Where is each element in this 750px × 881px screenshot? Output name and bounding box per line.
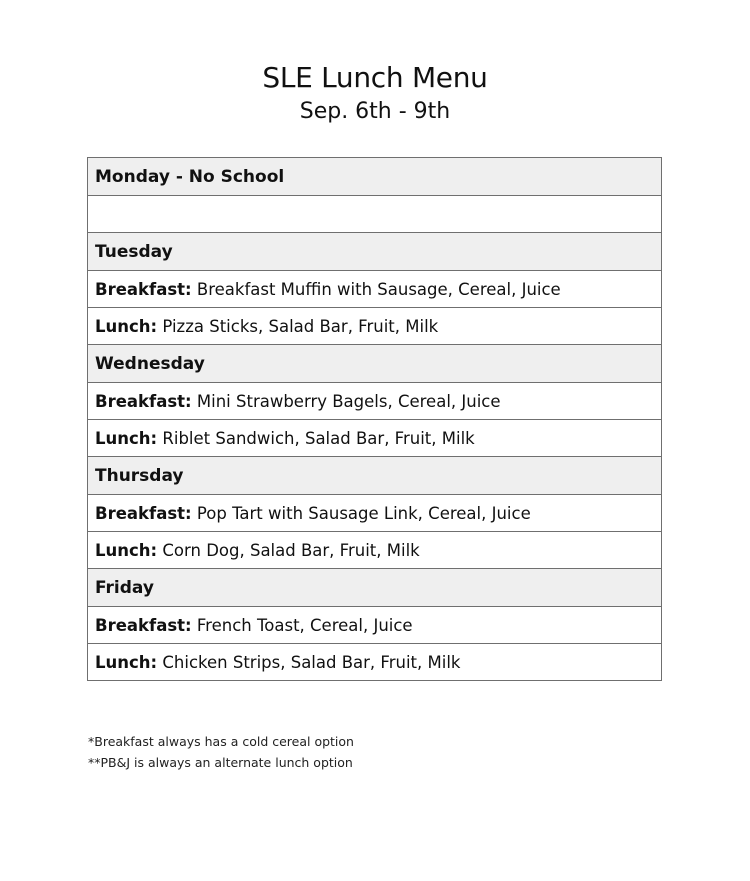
lunch-row [88,532,662,569]
footnote-lunch: **PB&J is always an alternate lunch option [88,755,353,770]
meal-items: Pizza Sticks, Salad Bar, Fruit, Milk [162,316,439,336]
breakfast-cell [88,271,662,308]
breakfast-row [88,271,662,308]
breakfast-row [88,607,662,644]
meal-label: Lunch: [95,652,158,672]
footnotes [88,731,354,773]
meal-label: Lunch: [95,316,158,336]
lunch-cell [88,420,662,457]
day-heading: Wednesday [88,345,662,383]
lunch-row [88,308,662,345]
page-title: SLE Lunch Menu [262,61,488,94]
lunch-cell [88,308,662,345]
day-heading: Thursday [88,457,662,495]
meal-items: Breakfast Muffin with Sausage, Cereal, Juice [196,279,561,299]
blank-row [88,196,662,233]
day-row-wednesday [88,345,662,383]
breakfast-cell [88,607,662,644]
day-row-thursday [88,457,662,495]
breakfast-cell [88,495,662,532]
day-row-friday [88,569,662,607]
meal-items: Mini Strawberry Bagels, Cereal, Juice [196,391,501,411]
meal-label: Breakfast: [95,503,192,523]
lunch-row [88,420,662,457]
meal-items: Chicken Strips, Salad Bar, Fruit, Milk [162,652,461,672]
breakfast-cell [88,383,662,420]
meal-items: Riblet Sandwich, Salad Bar, Fruit, Milk [162,428,475,448]
meal-label: Breakfast: [95,391,192,411]
lunch-cell [88,644,662,681]
menu-table [87,157,662,681]
page-subtitle: Sep. 6th - 9th [299,99,451,124]
meal-label: Lunch: [95,540,158,560]
breakfast-row [88,383,662,420]
breakfast-row [88,495,662,532]
day-heading: Friday [88,569,662,607]
footnote-breakfast: *Breakfast always has a cold cereal option [88,734,354,749]
meal-label: Breakfast: [95,615,192,635]
day-heading: Monday - No School [88,158,662,196]
day-row-tuesday [88,233,662,271]
meal-items: Corn Dog, Salad Bar, Fruit, Milk [162,540,420,560]
day-heading: Tuesday [88,233,662,271]
meal-items: French Toast, Cereal, Juice [196,615,413,635]
lunch-cell [88,532,662,569]
meal-items: Pop Tart with Sausage Link, Cereal, Juice [196,503,531,523]
lunch-row [88,644,662,681]
meal-label: Breakfast: [95,279,192,299]
blank-cell [88,196,662,233]
day-row-monday [88,158,662,196]
meal-label: Lunch: [95,428,158,448]
